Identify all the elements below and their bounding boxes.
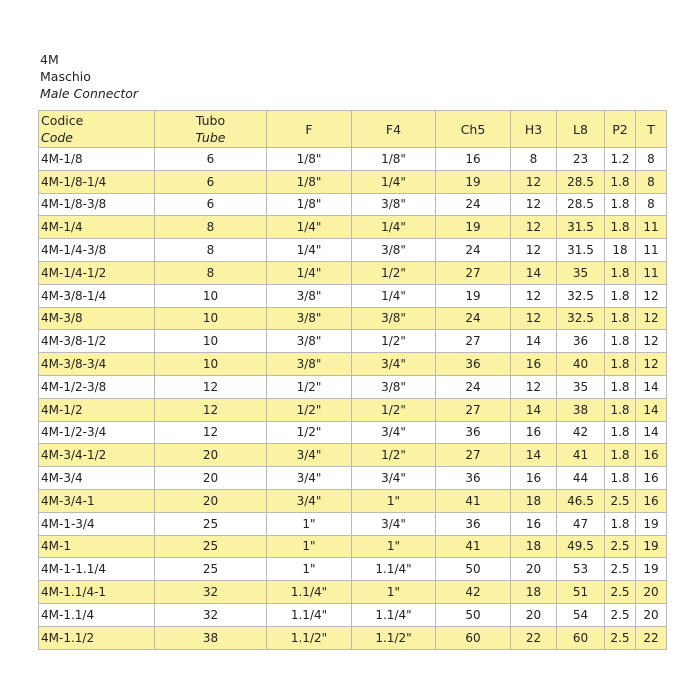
cell-p2: 2.5 [605, 558, 636, 581]
cell-p2: 1.8 [605, 444, 636, 467]
cell-f4: 1" [352, 489, 436, 512]
cell-f: 1/8" [267, 170, 352, 193]
table-row [39, 375, 667, 398]
header-ch5: Ch5 [436, 111, 511, 148]
cell-l8: 38 [557, 398, 605, 421]
cell-l8: 28.5 [557, 193, 605, 216]
cell-f: 3/8" [267, 307, 352, 330]
cell-f: 1.1/4" [267, 603, 352, 626]
cell-tube: 8 [155, 216, 267, 239]
header-code-main: Codice [41, 113, 84, 128]
cell-p2: 1.8 [605, 284, 636, 307]
cell-tube: 12 [155, 375, 267, 398]
cell-code: 4M-1.1/4 [39, 603, 155, 626]
cell-h3: 16 [511, 512, 557, 535]
cell-f4: 1/4" [352, 284, 436, 307]
table-row [39, 581, 667, 604]
cell-tube: 20 [155, 489, 267, 512]
heading-italian: Maschio [40, 69, 91, 84]
cell-l8: 54 [557, 603, 605, 626]
cell-ch5: 27 [436, 444, 511, 467]
cell-l8: 31.5 [557, 239, 605, 262]
cell-ch5: 27 [436, 330, 511, 353]
cell-p2: 1.8 [605, 330, 636, 353]
cell-l8: 53 [557, 558, 605, 581]
cell-f4: 1/2" [352, 444, 436, 467]
cell-p2: 2.5 [605, 581, 636, 604]
cell-f4: 1" [352, 581, 436, 604]
cell-p2: 1.8 [605, 512, 636, 535]
cell-h3: 12 [511, 307, 557, 330]
table-row [39, 193, 667, 216]
cell-t: 14 [636, 375, 667, 398]
table-row [39, 603, 667, 626]
cell-f4: 3/4" [352, 467, 436, 490]
cell-p2: 2.5 [605, 603, 636, 626]
cell-f: 3/8" [267, 353, 352, 376]
cell-f4: 1.1/4" [352, 603, 436, 626]
cell-f4: 1" [352, 535, 436, 558]
cell-f4: 3/8" [352, 307, 436, 330]
cell-tube: 6 [155, 193, 267, 216]
cell-f4: 3/4" [352, 353, 436, 376]
cell-ch5: 36 [436, 353, 511, 376]
table-row [39, 398, 667, 421]
cell-t: 16 [636, 489, 667, 512]
cell-h3: 18 [511, 581, 557, 604]
cell-f4: 1/2" [352, 398, 436, 421]
cell-f: 3/8" [267, 284, 352, 307]
cell-f: 1" [267, 512, 352, 535]
cell-f: 1/8" [267, 148, 352, 171]
cell-ch5: 36 [436, 512, 511, 535]
cell-ch5: 27 [436, 398, 511, 421]
cell-h3: 12 [511, 239, 557, 262]
table-row [39, 239, 667, 262]
cell-l8: 51 [557, 581, 605, 604]
table-row [39, 512, 667, 535]
table-row [39, 307, 667, 330]
header-h3: H3 [511, 111, 557, 148]
cell-h3: 14 [511, 398, 557, 421]
heading-code: 4M [40, 52, 59, 67]
cell-ch5: 36 [436, 421, 511, 444]
cell-h3: 12 [511, 216, 557, 239]
table-row [39, 558, 667, 581]
cell-p2: 1.8 [605, 307, 636, 330]
cell-tube: 25 [155, 535, 267, 558]
cell-f: 1" [267, 558, 352, 581]
cell-f: 3/4" [267, 489, 352, 512]
cell-f4: 1/8" [352, 148, 436, 171]
cell-h3: 20 [511, 558, 557, 581]
cell-ch5: 60 [436, 626, 511, 649]
cell-f: 1/2" [267, 398, 352, 421]
cell-h3: 14 [511, 330, 557, 353]
cell-tube: 12 [155, 398, 267, 421]
cell-l8: 49.5 [557, 535, 605, 558]
cell-h3: 8 [511, 148, 557, 171]
cell-t: 8 [636, 148, 667, 171]
cell-h3: 12 [511, 284, 557, 307]
cell-f: 1/2" [267, 421, 352, 444]
document-heading [40, 51, 138, 102]
heading-english: Male Connector [40, 86, 139, 101]
cell-p2: 1.8 [605, 261, 636, 284]
cell-code: 4M-3/4 [39, 467, 155, 490]
cell-tube: 25 [155, 558, 267, 581]
cell-p2: 2.5 [605, 489, 636, 512]
cell-l8: 44 [557, 467, 605, 490]
cell-tube: 10 [155, 284, 267, 307]
cell-code: 4M-1.1/4-1 [39, 581, 155, 604]
cell-h3: 12 [511, 170, 557, 193]
cell-ch5: 16 [436, 148, 511, 171]
cell-f4: 1/4" [352, 170, 436, 193]
cell-l8: 42 [557, 421, 605, 444]
cell-l8: 36 [557, 330, 605, 353]
cell-t: 14 [636, 421, 667, 444]
cell-l8: 60 [557, 626, 605, 649]
header-code [39, 111, 155, 148]
cell-h3: 16 [511, 353, 557, 376]
cell-tube: 8 [155, 239, 267, 262]
header-t: T [636, 111, 667, 148]
cell-code: 4M-1/8-3/8 [39, 193, 155, 216]
cell-f: 1/2" [267, 375, 352, 398]
header-f4: F4 [352, 111, 436, 148]
cell-code: 4M-1/2-3/4 [39, 421, 155, 444]
cell-f4: 3/4" [352, 512, 436, 535]
cell-f4: 1/2" [352, 261, 436, 284]
cell-f4: 3/8" [352, 239, 436, 262]
cell-f4: 3/8" [352, 375, 436, 398]
cell-f4: 1.1/2" [352, 626, 436, 649]
cell-tube: 10 [155, 307, 267, 330]
cell-t: 16 [636, 467, 667, 490]
cell-tube: 20 [155, 444, 267, 467]
cell-tube: 12 [155, 421, 267, 444]
header-tube-sub: Tube [195, 130, 226, 145]
table-row [39, 421, 667, 444]
header-p2: P2 [605, 111, 636, 148]
header-tube-main: Tubo [195, 113, 226, 128]
cell-tube: 25 [155, 512, 267, 535]
cell-tube: 32 [155, 603, 267, 626]
cell-code: 4M-3/8-1/4 [39, 284, 155, 307]
cell-ch5: 42 [436, 581, 511, 604]
cell-f: 1/4" [267, 239, 352, 262]
cell-t: 11 [636, 239, 667, 262]
cell-t: 12 [636, 353, 667, 376]
table-row [39, 626, 667, 649]
cell-ch5: 19 [436, 170, 511, 193]
cell-t: 19 [636, 512, 667, 535]
table-row [39, 353, 667, 376]
cell-l8: 23 [557, 148, 605, 171]
cell-code: 4M-3/8-1/2 [39, 330, 155, 353]
cell-tube: 20 [155, 467, 267, 490]
cell-ch5: 24 [436, 307, 511, 330]
table-body [39, 148, 667, 650]
cell-ch5: 41 [436, 535, 511, 558]
cell-l8: 41 [557, 444, 605, 467]
table-row [39, 284, 667, 307]
cell-t: 16 [636, 444, 667, 467]
cell-t: 19 [636, 558, 667, 581]
cell-t: 20 [636, 581, 667, 604]
cell-f: 1" [267, 535, 352, 558]
cell-code: 4M-1/4 [39, 216, 155, 239]
header-tube [155, 111, 267, 148]
cell-code: 4M-1/4-3/8 [39, 239, 155, 262]
cell-l8: 40 [557, 353, 605, 376]
cell-f: 1/8" [267, 193, 352, 216]
cell-tube: 8 [155, 261, 267, 284]
cell-p2: 1.8 [605, 353, 636, 376]
cell-h3: 12 [511, 193, 557, 216]
cell-tube: 10 [155, 353, 267, 376]
cell-f: 1/4" [267, 216, 352, 239]
cell-h3: 20 [511, 603, 557, 626]
cell-t: 12 [636, 330, 667, 353]
cell-p2: 1.8 [605, 467, 636, 490]
cell-f: 3/4" [267, 444, 352, 467]
cell-t: 14 [636, 398, 667, 421]
cell-p2: 1.2 [605, 148, 636, 171]
cell-l8: 28.5 [557, 170, 605, 193]
cell-f: 1.1/2" [267, 626, 352, 649]
cell-p2: 1.8 [605, 216, 636, 239]
cell-t: 12 [636, 307, 667, 330]
cell-ch5: 41 [436, 489, 511, 512]
cell-code: 4M-3/4-1/2 [39, 444, 155, 467]
cell-ch5: 50 [436, 558, 511, 581]
cell-f4: 3/8" [352, 193, 436, 216]
cell-p2: 1.8 [605, 375, 636, 398]
cell-p2: 1.8 [605, 193, 636, 216]
cell-l8: 35 [557, 375, 605, 398]
cell-l8: 32.5 [557, 284, 605, 307]
header-l8: L8 [557, 111, 605, 148]
cell-code: 4M-3/8-3/4 [39, 353, 155, 376]
cell-p2: 2.5 [605, 535, 636, 558]
cell-code: 4M-1/2 [39, 398, 155, 421]
cell-h3: 14 [511, 261, 557, 284]
cell-tube: 6 [155, 170, 267, 193]
cell-code: 4M-3/4-1 [39, 489, 155, 512]
table-row [39, 467, 667, 490]
cell-l8: 32.5 [557, 307, 605, 330]
table-row [39, 170, 667, 193]
table-row [39, 535, 667, 558]
table-row [39, 216, 667, 239]
cell-code: 4M-3/8 [39, 307, 155, 330]
cell-ch5: 19 [436, 216, 511, 239]
cell-h3: 18 [511, 489, 557, 512]
cell-code: 4M-1/8 [39, 148, 155, 171]
cell-h3: 22 [511, 626, 557, 649]
cell-f: 1.1/4" [267, 581, 352, 604]
cell-tube: 10 [155, 330, 267, 353]
table-row [39, 261, 667, 284]
cell-code: 4M-1-3/4 [39, 512, 155, 535]
cell-p2: 2.5 [605, 626, 636, 649]
header-code-sub: Code [41, 130, 74, 145]
cell-code: 4M-1/8-1/4 [39, 170, 155, 193]
cell-t: 11 [636, 261, 667, 284]
cell-h3: 16 [511, 467, 557, 490]
cell-t: 11 [636, 216, 667, 239]
cell-f: 1/4" [267, 261, 352, 284]
cell-code: 4M-1-1.1/4 [39, 558, 155, 581]
cell-ch5: 24 [436, 239, 511, 262]
cell-ch5: 27 [436, 261, 511, 284]
cell-tube: 6 [155, 148, 267, 171]
cell-f: 3/8" [267, 330, 352, 353]
cell-l8: 35 [557, 261, 605, 284]
cell-f4: 1.1/4" [352, 558, 436, 581]
cell-t: 19 [636, 535, 667, 558]
cell-code: 4M-1.1/2 [39, 626, 155, 649]
cell-p2: 18 [605, 239, 636, 262]
header-f: F [267, 111, 352, 148]
cell-h3: 18 [511, 535, 557, 558]
cell-f4: 3/4" [352, 421, 436, 444]
cell-ch5: 36 [436, 467, 511, 490]
cell-p2: 1.8 [605, 421, 636, 444]
table-row [39, 444, 667, 467]
cell-h3: 14 [511, 444, 557, 467]
cell-ch5: 19 [436, 284, 511, 307]
table-header-row [39, 111, 667, 148]
cell-code: 4M-1 [39, 535, 155, 558]
cell-p2: 1.8 [605, 170, 636, 193]
cell-l8: 47 [557, 512, 605, 535]
cell-t: 8 [636, 193, 667, 216]
table-row [39, 489, 667, 512]
cell-code: 4M-1/4-1/2 [39, 261, 155, 284]
cell-f4: 1/2" [352, 330, 436, 353]
table-row [39, 330, 667, 353]
cell-p2: 1.8 [605, 398, 636, 421]
cell-tube: 32 [155, 581, 267, 604]
cell-l8: 31.5 [557, 216, 605, 239]
cell-l8: 46.5 [557, 489, 605, 512]
cell-f: 3/4" [267, 467, 352, 490]
cell-ch5: 50 [436, 603, 511, 626]
dimensions-table [38, 110, 667, 650]
cell-t: 8 [636, 170, 667, 193]
cell-tube: 38 [155, 626, 267, 649]
table-row [39, 148, 667, 171]
cell-code: 4M-1/2-3/8 [39, 375, 155, 398]
cell-f4: 1/4" [352, 216, 436, 239]
cell-h3: 12 [511, 375, 557, 398]
cell-t: 12 [636, 284, 667, 307]
cell-h3: 16 [511, 421, 557, 444]
cell-t: 22 [636, 626, 667, 649]
cell-ch5: 24 [436, 375, 511, 398]
cell-t: 20 [636, 603, 667, 626]
cell-ch5: 24 [436, 193, 511, 216]
